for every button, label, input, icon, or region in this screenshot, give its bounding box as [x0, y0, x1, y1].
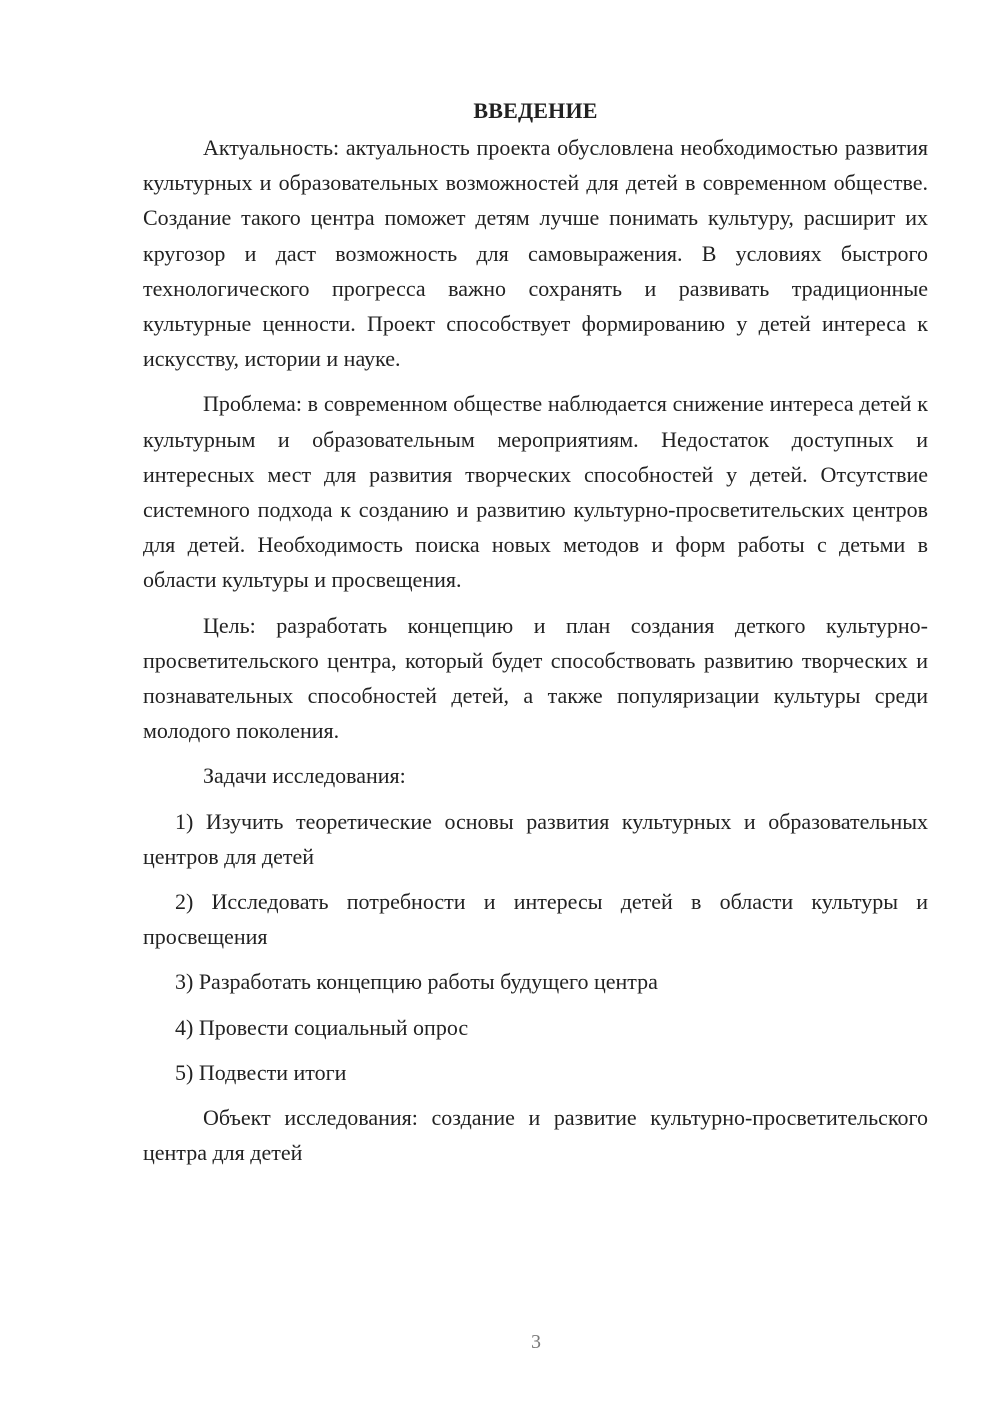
- problem-paragraph: Проблема: в современном обществе наблюдается снижение интереса детей к культурным и образовательным мероприятиям. Недостаток доступных и интересных мест для развития творческих способностей у детей. Отсутствие системного подхода к созданию и развитию культурно-просветительских центров для детей. Необходимость поиска новых методов и форм работы с детьми в области культуры и просвещения.: [143, 391, 928, 593]
- relevance-paragraph: Актуальность: актуальность проекта обусловлена необходимостью развития культурных и образовательных возможностей для детей в современном обществе. Создание такого центра поможет детям лучше понимать культуру, расширит их кругозор и даст возможность для самовыражения. В условиях быстрого технологического прогресса важно сохранять и развивать традиционные культурные ценности. Проект способствует формированию у детей интереса к искусству, истории и науке.: [143, 135, 928, 372]
- document-page: [143, 94, 928, 1180]
- list-item: 3) Разработать концепцию работы будущего центра: [175, 969, 658, 995]
- page-title: ВВЕДЕНИЕ: [473, 98, 598, 123]
- list-item: 2) Исследовать потребности и интересы детей в области культуры и просвещения: [143, 889, 928, 950]
- list-item: 5) Подвести итоги: [175, 1059, 347, 1085]
- list-item: 4) Провести социальный опрос: [175, 1014, 469, 1040]
- list-item: 1) Изучить теоретические основы развития культурных и образовательных центров для детей: [143, 808, 928, 869]
- goal-paragraph: Цель: разработать концепцию и план создания деткого культурно-просветительского центра, который будет способствовать развитию творческих и познавательных способностей детей, а также популяризации культуры среди молодого поколения.: [143, 612, 928, 744]
- object-paragraph: Объект исследования: создание и развитие культурно-просветительского центра для детей: [143, 1105, 928, 1166]
- page-number: 3: [531, 1331, 541, 1353]
- tasks-list: [143, 804, 928, 1090]
- tasks-heading: Задачи исследования:: [203, 763, 406, 789]
